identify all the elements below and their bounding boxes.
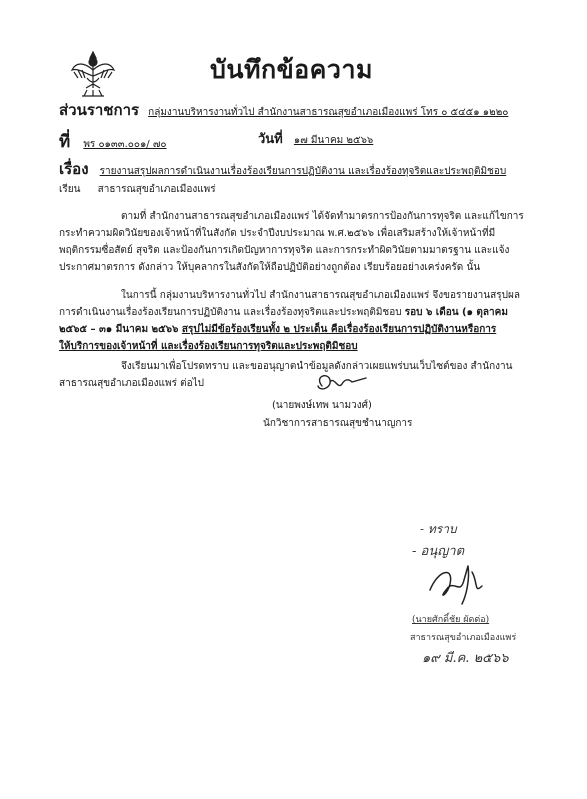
- date-row: [258, 128, 444, 149]
- approver-signature-icon: [424, 560, 488, 608]
- subject-row: [59, 157, 506, 181]
- date-value: ๑๗ มีนาคม ๒๕๖๖: [293, 135, 374, 146]
- paragraph-line: สาธารณสุขอำเภอเมืองแพร่ ต่อไป: [59, 378, 205, 389]
- paragraph-line: ให้บริการของเจ้าหน้าที่ และเรื่องร้องเรียนการทุจริตและประพฤติมิชอบ: [59, 341, 358, 352]
- agency-value: กลุ่มงานบริหารงานทั่วไป สำนักงานสาธารณสุขอำเภอเมืองแพร่ โทร ๐ ๕๔๕๑ ๑๒๒๐: [148, 107, 509, 118]
- reference-label: ที่: [59, 132, 71, 152]
- author-name: (นายพงษ์เทพ นามวงศ์): [272, 400, 372, 411]
- paragraph-line: [59, 304, 529, 321]
- approval-date: ๑๙ มี.ค. ๒๕๖๖: [422, 651, 509, 666]
- author-signature-icon: [308, 370, 370, 398]
- document-title: บันทึกข้อความ: [210, 55, 373, 84]
- paragraph-line: ตามที่ สำนักงานสาธารณสุขอำเภอเมืองแพร่ ได้จัดทำมาตรการป้องกันการทุจริต และแก้ไขการ: [121, 211, 524, 222]
- handwritten-approve: - อนุญาต: [412, 544, 465, 559]
- report-period-end: – ๓๑ มีนาคม ๒๕๖๖: [87, 324, 182, 335]
- recipient-row: [59, 182, 216, 197]
- approver-title: สาธารณสุขอำเภอเมืองแพร่: [410, 633, 517, 643]
- reference-row: [59, 128, 233, 155]
- author-position: นักวิชาการสาธารณสุขชำนาญการ: [263, 418, 413, 429]
- reference-value: พร ๐๑๓๓.๐๐๑/ ๗๐: [83, 139, 167, 150]
- approver-name: (นายศักดิ์ชัย ผัดต่อ): [412, 615, 490, 625]
- agency-label: ส่วนราชการ: [59, 101, 140, 119]
- paragraph-line: [59, 321, 529, 338]
- paragraph-line: กระทำความผิดวินัยของเจ้าหน้าที่ในสังกัด ประจำปีงบประมาณ พ.ศ.๒๕๖๖ เพื่อเสริมสร้างให้เจ้าหน้าที่มี: [59, 228, 496, 239]
- paragraph-line: ในการนี้ กลุ่มงานบริหารงานทั่วไป สำนักงานสาธารณสุขอำเภอเมืองแพร่ จึงขอรายงานสรุปผล: [121, 290, 520, 301]
- paragraph-background: [59, 208, 529, 276]
- report-period-start: รอบ ๖ เดือน (๑ ตุลาคม: [404, 307, 508, 318]
- recipient-value: สาธารณสุขอำเภอเมืองแพร่: [97, 184, 216, 195]
- date-label: วันที่: [258, 132, 283, 147]
- garuda-emblem-icon: [70, 48, 116, 98]
- paragraph-closing: [59, 358, 529, 392]
- report-period-year: ๒๕๖๕: [59, 324, 88, 335]
- text-span: การดำเนินงานเรื่องร้องเรียนการปฏิบัติงาน และเรื่องร้องทุจริตและประพฤติมิชอบ: [59, 307, 405, 318]
- subject-value: รายงานสรุปผลการดำเนินงานเรื่องร้องเรียนการปฏิบัติงาน และเรื่องร้องทุจริตและประพฤติมิชอบ: [99, 166, 507, 177]
- report-conclusion: สรุปไม่มีข้อร้องเรียนทั้ง ๒ ประเด็น คือเรื่องร้องเรียนการปฏิบัติงานหรือการ: [181, 324, 497, 335]
- subject-label: เรื่อง: [59, 160, 89, 178]
- paragraph-line: จึงเรียนมาเพื่อโปรดทราบ และขออนุญาตนำข้อมูลดังกล่าวเผยแพร่บนเว็บไซต์ของ สำนักงาน: [121, 361, 513, 372]
- handwritten-acknowledge: - ทราบ: [420, 522, 457, 536]
- paragraph-line: พฤติกรรมซื่อสัตย์ สุจริต และป้องกันการเกิดปัญหาการทุจริต และการกระทำผิดวินัยตามมาตรฐาน และแจ้ง: [59, 245, 510, 256]
- paragraph-report: [59, 287, 529, 355]
- agency-row: [59, 98, 508, 122]
- recipient-label: เรียน: [59, 184, 81, 195]
- paragraph-line: ประกาศมาตรการ ดังกล่าว ให้บุคลากรในสังกัดให้ถือปฏิบัติอย่างถูกต้อง เรียบร้อยอย่างเคร่งครัด นั้น: [59, 262, 481, 273]
